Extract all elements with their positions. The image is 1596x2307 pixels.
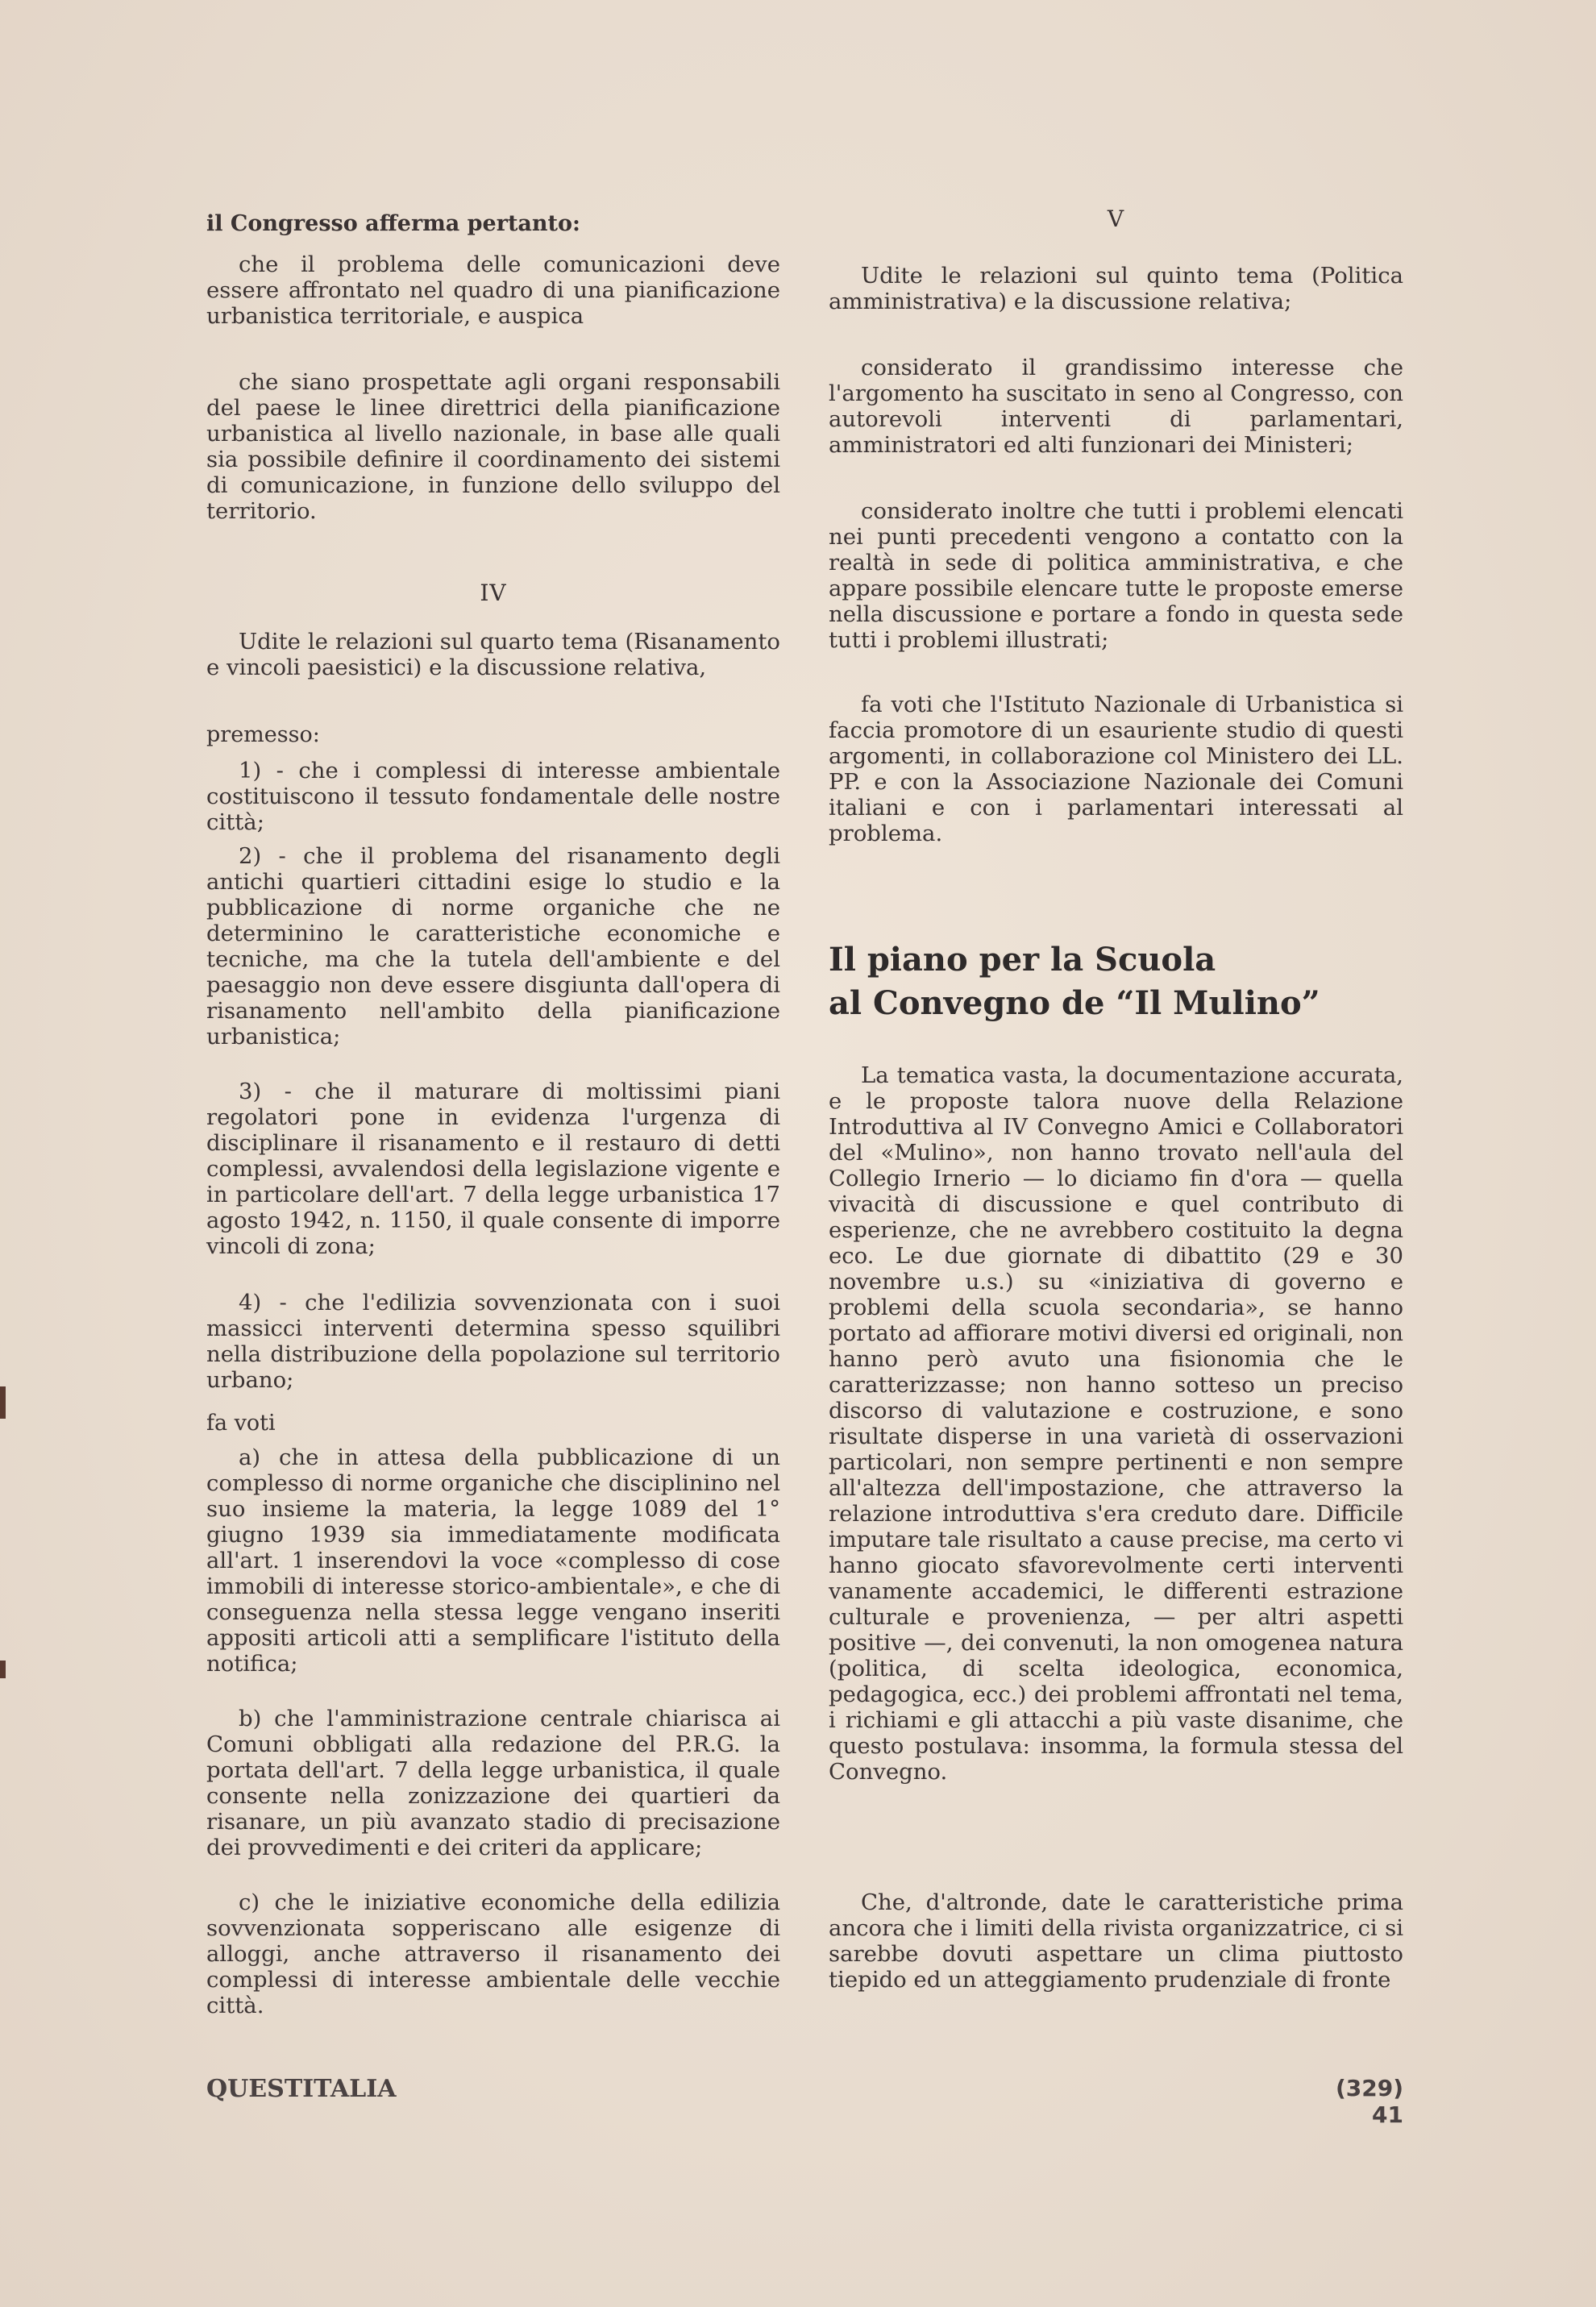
page-edge-mark xyxy=(0,1661,6,1678)
paragraph: considerato inoltre che tutti i problemi elencati nei punti precedenti vengono a contatto con la realtà in sede di politica amministrativa, e che appare possibile elencare tutte le proposte emerse nella discussione e portare a fondo in questa sede tutti i problemi illustrati; xyxy=(829,498,1403,653)
congress-intro: il Congresso afferma pertanto: xyxy=(206,211,580,236)
paragraph: fa voti che l'Istituto Nazionale di Urbanistica si faccia promotore di un esauriente studio di questi argomenti, in collaborazione col Ministero dei LL. PP. e con la Associazione Nazionale dei Comuni italiani e con i parlamentari interessati al problema. xyxy=(829,692,1403,846)
list-item: 2) - che il problema del risanamento degli antichi quartieri cittadini esige lo studio e la pubblicazione di norme organiche che ne determinino le caratteristiche economiche e tecniche, ma che la tutela dell'ambiente e del paesaggio non deve essere disgiunta dall'opera di risanamento nell'ambito della pianificazione urbanistica; xyxy=(206,843,780,1050)
paragraph: considerato il grandissimo interesse che l'argomento ha suscitato in seno al Congresso, con autorevoli interventi di parlamentari, amministratori ed alti funzionari dei Ministeri; xyxy=(829,355,1403,458)
premesso-label: premesso: xyxy=(206,722,320,747)
list-item: 3) - che il maturare di moltissimi piani regolatori pone in evidenza l'urgenza di disciplinare il risanamento e il restauro di detti complessi, avvalendosi della legislazione vigente e in particolare dell'art. 7 della legge urbanistica 17 agosto 1942, n. 1150, il quale consente di imporre vincoli di zona; xyxy=(206,1079,780,1259)
list-item: c) che le iniziative economiche della edilizia sovvenzionata sopperiscano alle esigenze di alloggi, anche attraverso il risanamento dei complessi di interesse ambientale delle vecchie città. xyxy=(206,1889,780,2018)
page-edge-mark xyxy=(0,1386,6,1419)
article-headline-line-1: Il piano per la Scuola xyxy=(829,941,1216,979)
paragraph: Che, d'altronde, date le caratteristiche prima ancora che i limiti della rivista organizzatrice, ci si sarebbe dovuti aspettare un clima piuttosto tiepido ed un atteggiamento prudenziale di fronte xyxy=(829,1889,1403,1993)
page-number: (329) 41 xyxy=(1335,2075,1403,2128)
fa-voti-label: fa voti xyxy=(206,1411,276,1436)
list-item: b) che l'amministrazione centrale chiarisca ai Comuni obbligati alla redazione del P.R.G. la portata dell'art. 7 della legge urbanistica, il quale consente nella zonizzazione dei quartieri da risanare, un più avanzato stadio di precisazione dei provvedimenti e dei criteri da applicare; xyxy=(206,1706,780,1860)
paragraph: La tematica vasta, la documentazione accurata, e le proposte talora nuove della Relazione Introduttiva al IV Convegno Amici e Collaboratori del «Mulino», non hanno trovato nell'aula del Collegio Irnerio — lo diciamo fin d'ora — quella vivacità di discussione e quel contributo di esperienze, che ne avrebbero costituito la degna eco. Le due giornate di dibattito (29 e 30 novembre u.s.) su «iniziativa di governo e problemi della scuola secondaria», se hanno portato ad affiorare motivi diversi ed originali, non hanno però avuto una fisionomia che le caratterizzasse; non hanno sotteso un preciso discorso di valutazione e costruzione, e sono risultate disperse in una varietà di osservazioni particolari, non sempre pertinenti e non sempre all'altezza dell'impostazione, che attraverso la relazione introduttiva s'era creduto dare. Difficile imputare tale risultato a cause precise, ma certo vi hanno giocato sfavorevolmente certi interventi vanamente accademici, le differenti estrazione culturale e provenienza, — per altri aspetti positive —, dei convenuti, la non omogenea natura (politica, di scelta ideologica, economica, pedagogica, ecc.) dei problemi affrontati nel tema, i richiami e gli attacchi a più vaste disanime, che questo postulava: insomma, la formula stessa del Convegno. xyxy=(829,1062,1403,1785)
list-item: 4) - che l'edilizia sovvenzionata con i suoi massicci interventi determina spesso squilibri nella distribuzione della popolazione sul territorio urbano; xyxy=(206,1290,780,1393)
paragraph: Udite le relazioni sul quarto tema (Risanamento e vincoli paesistici) e la discussione relativa, xyxy=(206,629,780,680)
paragraph: che il problema delle comunicazioni deve essere affrontato nel quadro di una pianificazione urbanistica territoriale, e auspica xyxy=(206,251,780,329)
article-headline-line-2: al Convegno de “Il Mulino” xyxy=(829,984,1320,1022)
magazine-name: QUESTITALIA xyxy=(206,2075,397,2103)
paragraph: che siano prospettate agli organi responsabili del paese le linee direttrici della pianificazione urbanistica al livello nazionale, in base alle quali sia possibile definire il coordinamento dei sistemi di comunicazione, in funzione dello sviluppo del territorio. xyxy=(206,369,780,524)
list-item: a) che in attesa della pubblicazione di un complesso di norme organiche che disciplinino nel suo insieme la materia, la legge 1089 del 1° giugno 1939 sia immediatamente modificata all'art. 1 inserendovi la voce «complesso di cose immobili di interesse storico-ambientale», e che di conseguenza nella stessa legge vengano inseriti appositi articoli atti a semplificare l'istituto della notifica; xyxy=(206,1444,780,1677)
section-heading-v: V xyxy=(1107,206,1125,232)
list-item: 1) - che i complessi di interesse ambientale costituiscono il tessuto fondamentale delle nostre città; xyxy=(206,758,780,835)
paragraph: Udite le relazioni sul quinto tema (Politica amministrativa) e la discussione relativa; xyxy=(829,263,1403,314)
section-heading-iv: IV xyxy=(480,580,507,606)
